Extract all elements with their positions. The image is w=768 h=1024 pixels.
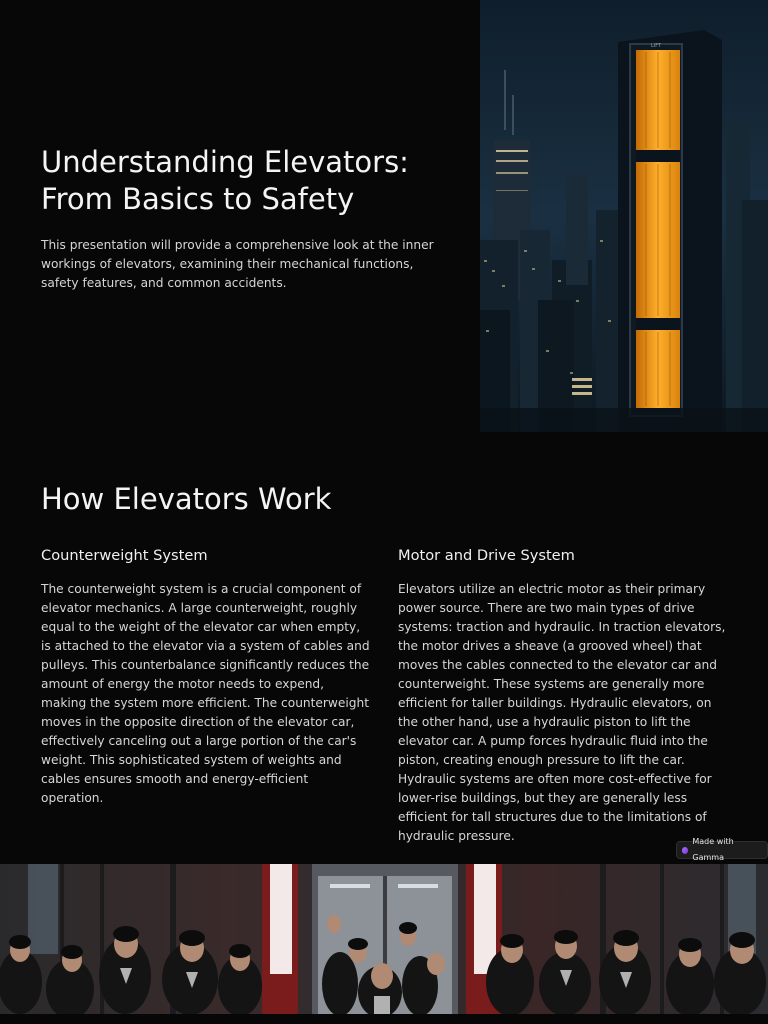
crowd-elevator-image xyxy=(0,864,768,1014)
elevator-sign-label: LIFT xyxy=(650,43,662,49)
counterweight-column xyxy=(41,546,371,808)
page-title: Understanding Elevators: From Basics to Safety xyxy=(41,145,409,216)
gamma-logo-icon xyxy=(682,847,688,854)
column-body: The counterweight system is a crucial component of elevator mechanics. A large counterweight, roughly equal to the weight of the elevator car when empty, is attached to the elevator via a system of cables and pulleys. This counterbalance significantly reduces the amount of energy the motor needs to expend, making the system more efficient. The counterweight moves in the opposite direction of the elevator car, effectively canceling out a large portion of the car's weight. This sophisticated system of weights and cables ensures smooth and energy-efficient operation. xyxy=(41,582,370,805)
motor-drive-column xyxy=(398,546,728,846)
column-heading: Motor and Drive System xyxy=(398,547,575,564)
badge-label: Made with Gamma xyxy=(692,837,734,862)
column-body: Elevators utilize an electric motor as their primary power source. There are two main types of drive systems: traction and hydraulic. In traction elevators, the motor drives a sheave (a grooved wheel) that moves the cables connected to the elevator car and counterweight. These systems are generally more efficient for taller buildings. Hydraulic elevators, on the other hand, use a hydraulic piston to lift the elevator car. A pump forces hydraulic fluid into the piston, creating enough pressure to lift the car. Hydraulic systems are often more cost-effective for lower-rise buildings, but they are generally less efficient for tall structures due to the limitations of hydraulic pressure. xyxy=(398,582,726,843)
section-title: How Elevators Work xyxy=(41,482,332,516)
column-heading: Counterweight System xyxy=(41,547,208,564)
bottom-bar xyxy=(0,1014,768,1024)
hero-elevator-image xyxy=(480,0,768,432)
hero-subtitle: This presentation will provide a comprehensive look at the inner workings of elevators, examining their mechanical functions, safety features, and common accidents. xyxy=(41,238,434,290)
hero-section xyxy=(0,0,768,432)
made-with-gamma-badge[interactable] xyxy=(676,837,768,862)
